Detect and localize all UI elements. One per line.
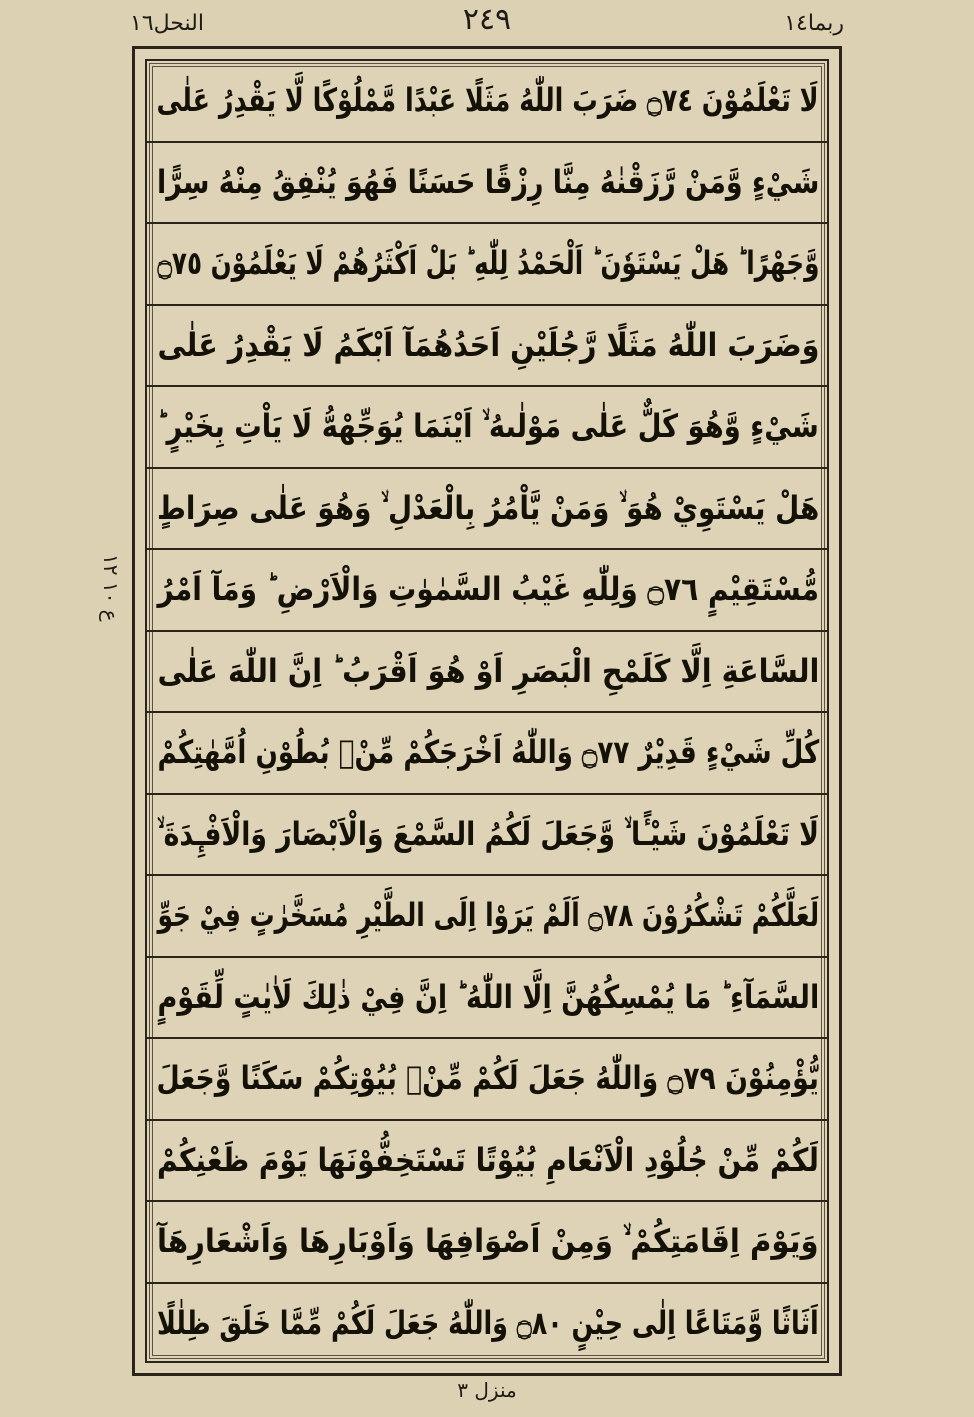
verse-line [147, 713, 829, 795]
verse-line [147, 876, 829, 958]
verse-line [147, 1121, 829, 1203]
verse-line-text: السَّمَآءِ ؕ مَا يُمْسِكُهُنَّ اِلَّا اللّٰهُ ؕ اِنَّ فِيْ ذٰلِكَ لَاٰيٰتٍ لِّقَوْمٍ [157, 977, 819, 1016]
verse-line-text: هَلْ يَسْتَوِيْ هُوَ ۙ وَمَنْ يَّاْمُرُ بِالْعَدْلِ ۙ وَهُوَ عَلٰى صِرَاطٍ [156, 488, 820, 527]
verse-line [147, 469, 829, 551]
verse-line-text: وَّجَهْرًا ؕ هَلْ يَسْتَوٗنَ ؕ اَلْحَمْدُ لِلّٰهِ ؕ بَلْ اَكْثَرُهُمْ لَا يَعْلَمُوْنَ ۝٧٥ [157, 244, 819, 283]
verse-line [147, 1202, 829, 1284]
page-header [130, 2, 844, 46]
verse-line-text: لَا تَعْلَمُوْنَ ۝٧٤ ضَرَبَ اللّٰهُ مَثَلًا عَبْدًا مَّمْلُوْكًا لَّا يَقْدِرُ عَلٰى [156, 81, 820, 120]
verse-line [147, 1284, 829, 1364]
verse-line-text: شَيْءٍ وَّهُوَ كَلٌّ عَلٰى مَوْلٰىهُ ۙ اَيْنَمَا يُوَجِّهْهُّ لَا يَاْتِ بِخَيْرٍ ؕ [157, 407, 819, 446]
verse-line-text: اَثَاثًا وَّمَتَاعًا اِلٰى حِيْنٍ ۝٨٠ وَاللّٰهُ جَعَلَ لَكُمْ مِّمَّا خَلَقَ ظِلٰلًا [157, 1303, 819, 1342]
text-frame [132, 46, 842, 1376]
verse-line [147, 632, 829, 714]
verse-line-text: لَا تَعْلَمُوْنَ شَيْـًٔا ۙ وَّجَعَلَ لَكُمُ السَّمْعَ وَالْاَبْصَارَ وَالْاَفْـِٕدَةَ ۙ [156, 814, 820, 853]
verse-line [147, 550, 829, 632]
verse-line-text: وَيَوْمَ اِقَامَتِكُمْ ۙ وَمِنْ اَصْوَافِهَا وَاَوْبَارِهَا وَاَشْعَارِهَآ [157, 1222, 819, 1261]
verse-line-text: السَّاعَةِ اِلَّا كَلَمْحِ الْبَصَرِ اَوْ هُوَ اَقْرَبُ ؕ اِنَّ اللّٰهَ عَلٰى [157, 651, 819, 690]
verse-line-text: لَعَلَّكُمْ تَشْكُرُوْنَ ۝٧٨ اَلَمْ يَرَوْا اِلَى الطَّيْرِ مُسَخَّرٰتٍ فِيْ جَوِّ [157, 896, 819, 935]
manzil-footer: منزل ٣ [457, 1378, 517, 1402]
verse-line [147, 795, 829, 877]
verse-line-text: لَكُمْ مِّنْ جُلُوْدِ الْاَنْعَامِ بُيُوْتًا تَسْتَخِفُّوْنَهَا يَوْمَ ظَعْنِكُمْ [157, 1140, 819, 1179]
verse-line-text: مُّسْتَقِيْمٍ ۝٧٦ وَلِلّٰهِ غَيْبُ السَّمٰوٰتِ وَالْاَرْضِ ؕ وَمَآ اَمْرُ [157, 570, 819, 609]
verse-line-text: وَضَرَبَ اللّٰهُ مَثَلًا رَّجُلَيْنِ اَحَدُهُمَآ اَبْكَمُ لَا يَقْدِرُ عَلٰى [157, 325, 819, 364]
verse-lines [147, 61, 829, 1363]
verse-line [147, 61, 829, 143]
page-number: ٢٤٩ [462, 2, 512, 37]
juz-name-label: ربما١٤ [784, 11, 844, 36]
verse-line [147, 143, 829, 225]
verse-line-text: شَيْءٍ وَّمَنْ رَّزَقْنٰهُ مِنَّا رِزْقًا حَسَنًا فَهُوَ يُنْفِقُ مِنْهُ سِرًّا [156, 162, 820, 201]
verse-line [147, 306, 829, 388]
verse-line [147, 958, 829, 1040]
ruku-marker: ع ١٠ ١٢ [99, 554, 123, 622]
verse-line-text: يُّؤْمِنُوْنَ ۝٧٩ وَاللّٰهُ جَعَلَ لَكُمْ مِّنْۢ بُيُوْتِكُمْ سَكَنًا وَّجَعَلَ [156, 1059, 820, 1098]
verse-line-text: كُلِّ شَيْءٍ قَدِيْرٌ ۝٧٧ وَاللّٰهُ اَخْرَجَكُمْ مِّنْۢ بُطُوْنِ اُمَّهٰتِكُمْ [157, 733, 819, 772]
surah-name-label: النحل١٦ [130, 11, 204, 36]
verse-line [147, 387, 829, 469]
verse-line [147, 224, 829, 306]
verse-line [147, 1039, 829, 1121]
